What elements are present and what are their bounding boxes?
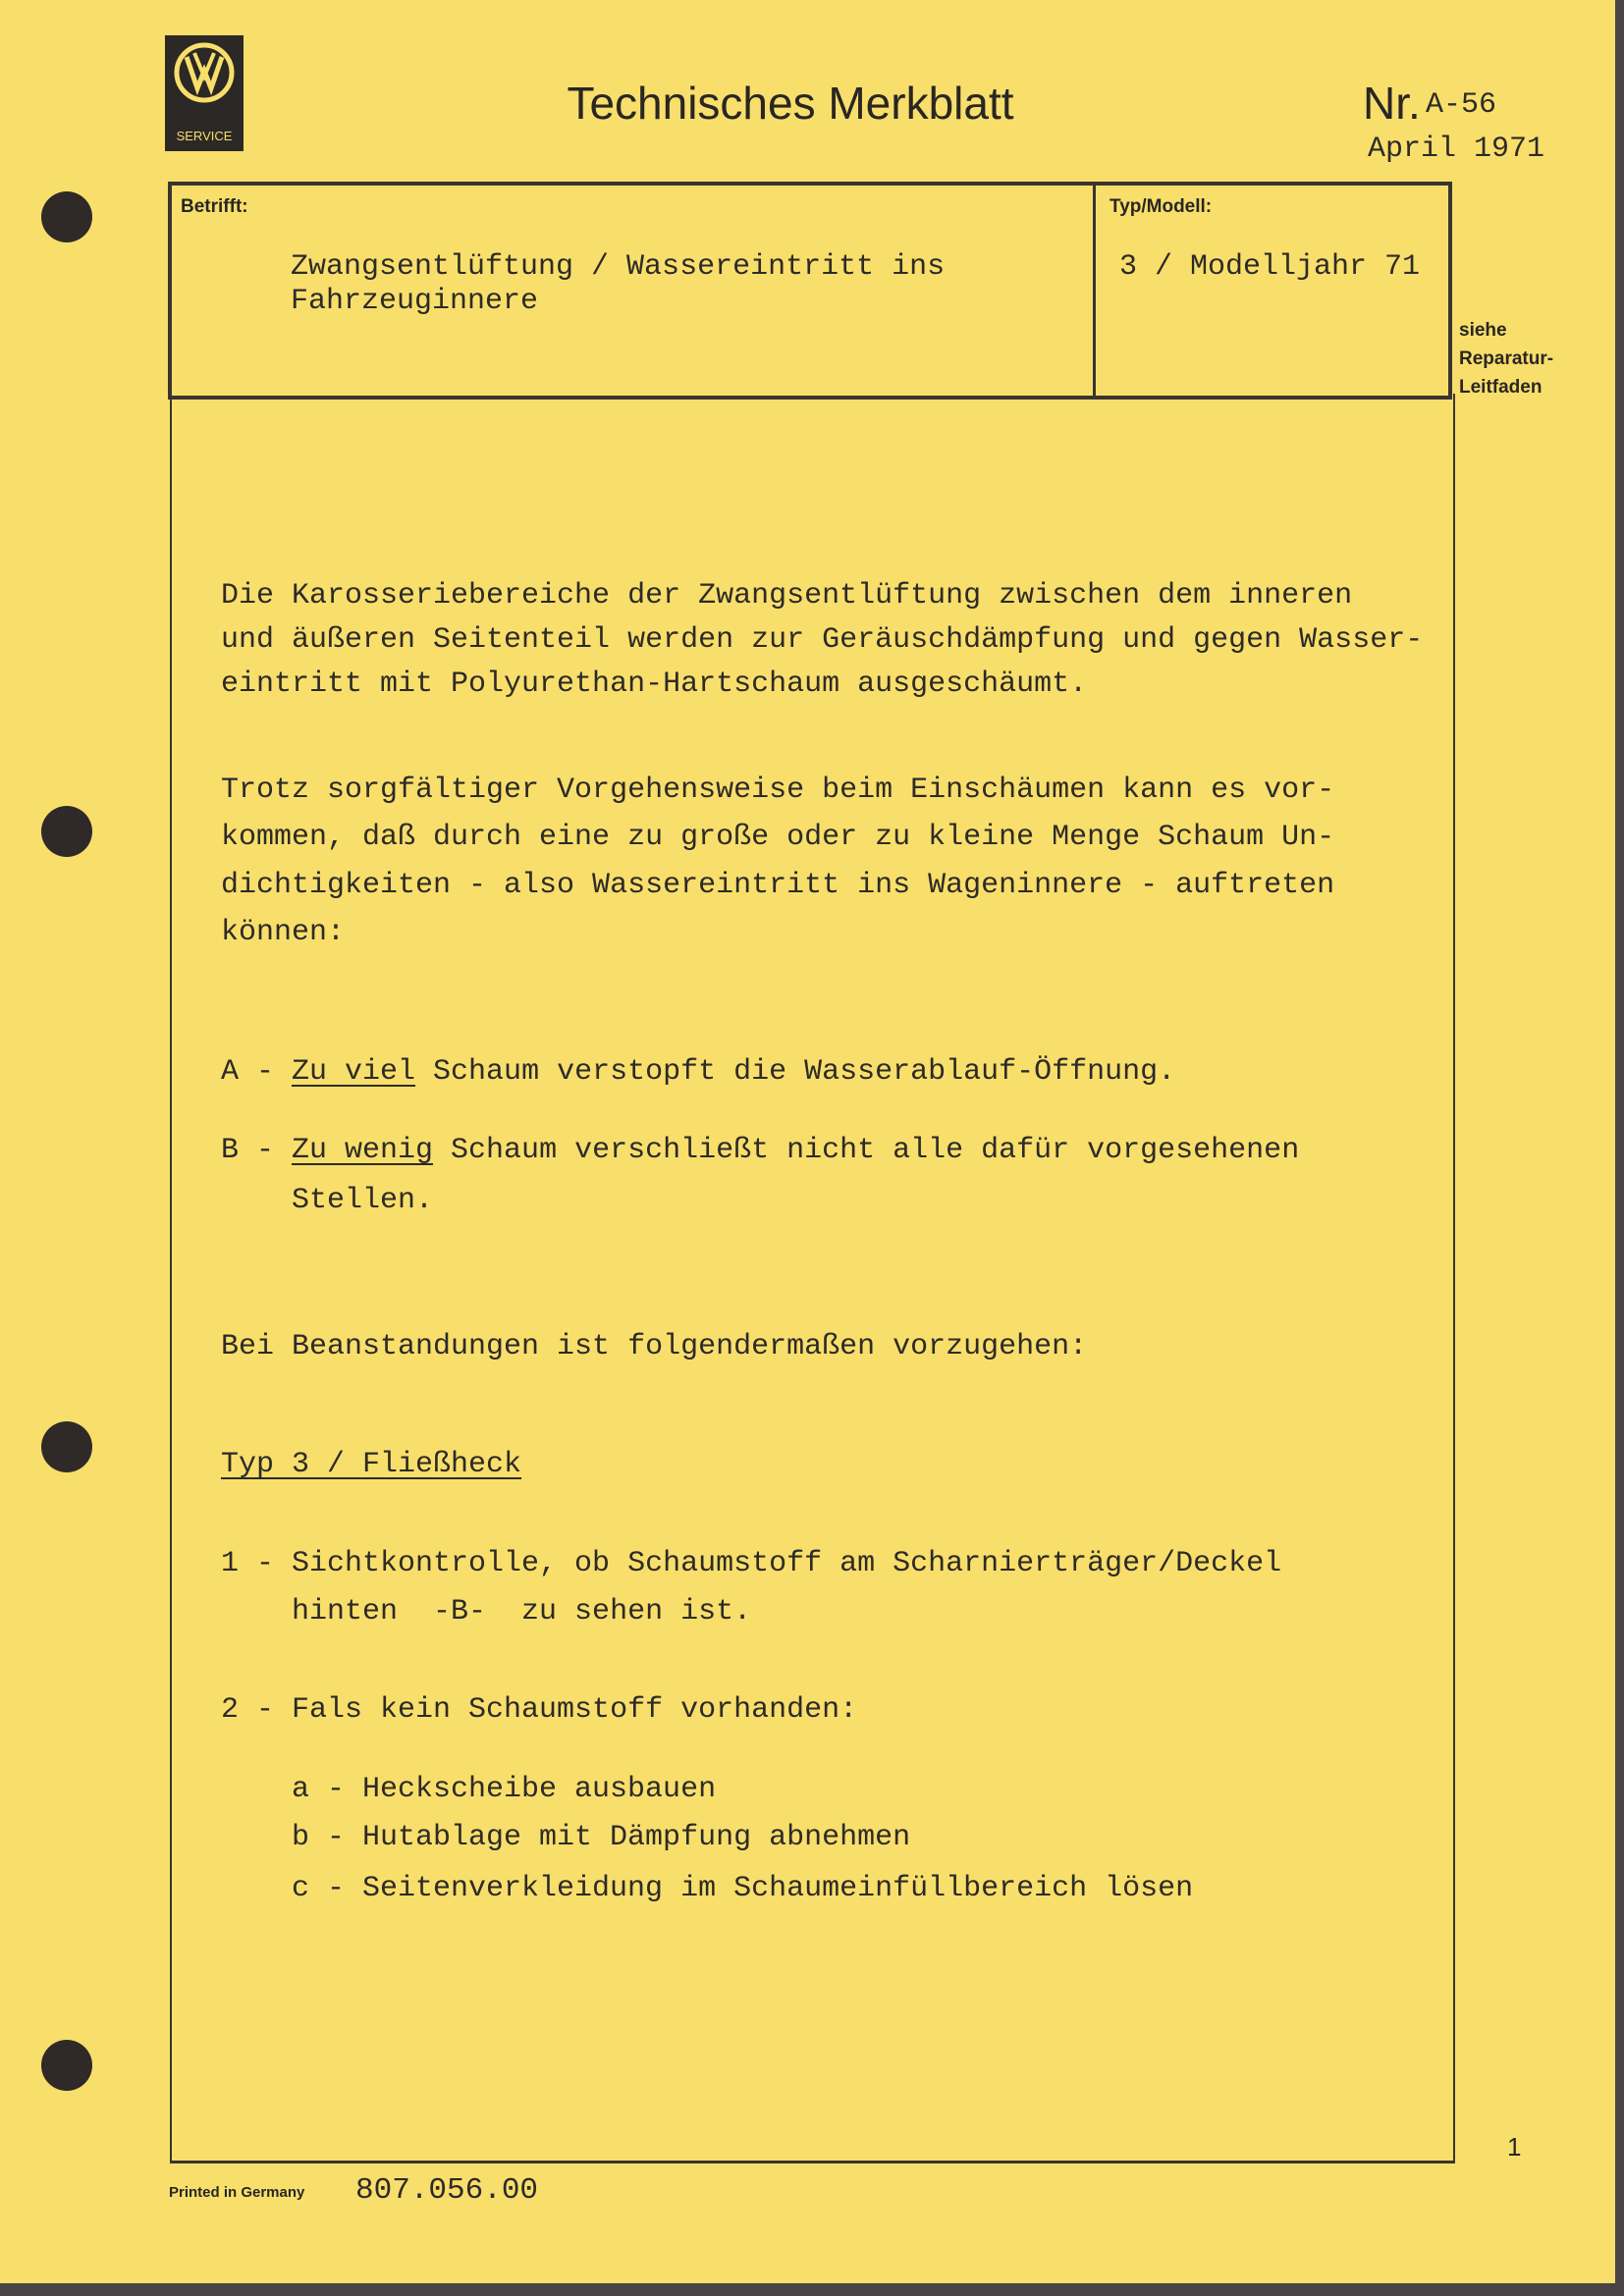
body-text: dichtigkeiten - also Wassereintritt ins Wageninnere - auftreten [221,869,1335,902]
body-text: eintritt mit Polyurethan-Hartschaum ausgeschäumt. [221,667,1088,701]
body-text: kommen, daß durch eine zu große oder zu kleine Menge Schaum Un- [221,821,1335,854]
page-number: 1 [1507,2132,1522,2162]
side-note [1459,316,1553,401]
item-text: Stellen. [292,1184,434,1217]
step-text: hinten -B- zu sehen ist. [221,1595,752,1629]
printed-label: Printed in Germany [169,2184,305,2201]
service-label: SERVICE [176,129,233,143]
typ-label: Typ/Modell: [1110,196,1213,217]
section-heading [221,1448,521,1481]
betrifft-label: Betrifft: [181,196,248,217]
form-number: 807.056.00 [355,2173,539,2208]
item-b [221,1134,1299,1167]
substep-text: a - Heckscheibe ausbauen [292,1773,717,1806]
nr-value: A-56 [1426,88,1497,122]
punch-hole [41,191,92,242]
punch-hole [41,1421,92,1472]
step-text: 2 - Fals kein Schaumstoff vorhanden: [221,1693,858,1727]
item-text: Schaum verschließt nicht alle dafür vorgesehenen [433,1134,1300,1167]
underlined-text: Zu viel [292,1055,416,1089]
heading-text: Typ 3 / Fließheck [221,1448,522,1481]
body-text: können: [221,916,346,949]
page-title: Technisches Merkblatt [567,78,1014,129]
body-text: Bei Beanstandungen ist folgendermaßen vorzugehen: [221,1330,1088,1363]
issue-date: April 1971 [1368,133,1545,166]
subject-line-1: Zwangsentlüftung / Wassereintritt ins [291,250,946,284]
side-note-line: Leitfaden [1459,377,1543,398]
item-prefix: A - [221,1055,293,1089]
typ-value: 3 / Modelljahr 71 [1119,250,1421,284]
item-a [221,1055,1175,1089]
side-note-line: siehe [1459,320,1507,341]
item-prefix: B - [221,1134,293,1167]
body-text: Trotz sorgfältiger Vorgehensweise beim Einschäumen kann es vor- [221,774,1335,807]
step-text: 1 - Sichtkontrolle, ob Schaumstoff am Scharnierträger/Deckel [221,1547,1282,1580]
body-text: Die Karosseriebereiche der Zwangsentlüftung zwischen dem inneren [221,579,1353,613]
substep-text: c - Seitenverkleidung im Schaumeinfüllbereich lösen [292,1872,1194,1905]
item-text: Schaum verstopft die Wasserablauf-Öffnung. [415,1055,1176,1089]
punch-hole [41,2040,92,2091]
box-divider [1093,182,1096,396]
substep-text: b - Hutablage mit Dämpfung abnehmen [292,1821,911,1854]
underlined-text: Zu wenig [292,1134,434,1167]
punch-hole [41,806,92,857]
side-note-line: Reparatur- [1459,348,1554,369]
nr-label: Nr. [1363,78,1421,129]
body-text: und äußeren Seitenteil werden zur Geräuschdämpfung und gegen Wasser- [221,623,1424,657]
subject-line-2: Fahrzeuginnere [291,285,539,318]
